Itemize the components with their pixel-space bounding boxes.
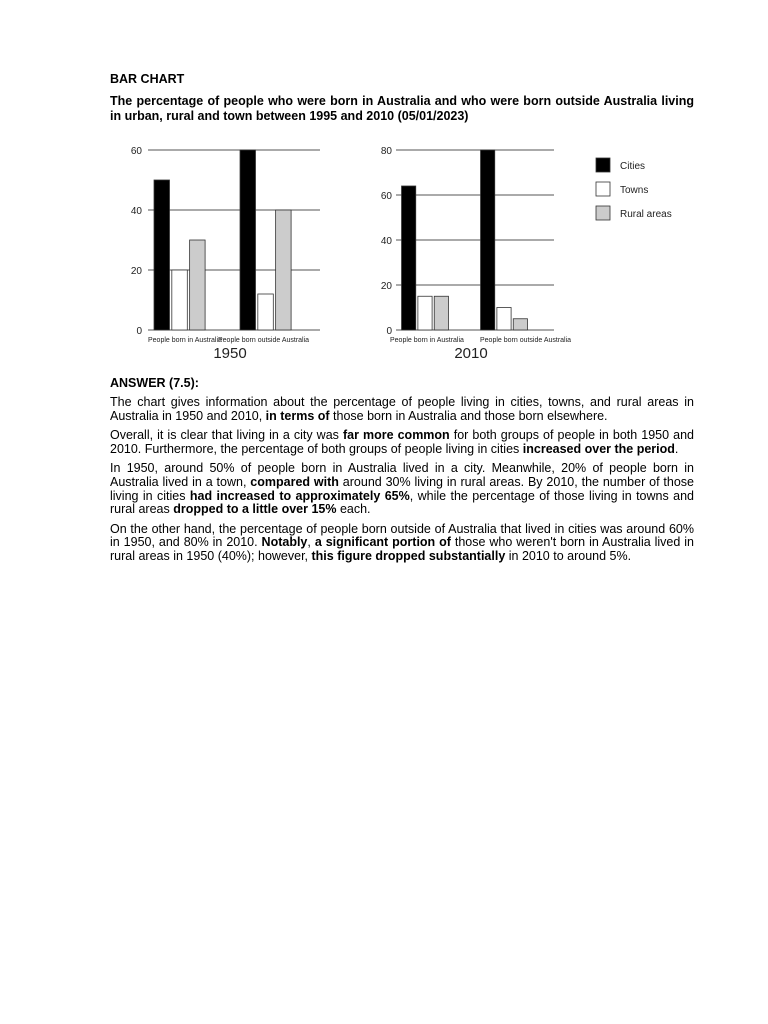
text-run: Overall, it is clear that living in a city was bbox=[110, 428, 343, 443]
bold-phrase: a significant portion of bbox=[314, 535, 451, 550]
text-run: in 2010 to around 5%. bbox=[505, 548, 632, 563]
bold-phrase: Notably bbox=[261, 535, 308, 550]
bar-towns bbox=[497, 308, 511, 331]
answer-body bbox=[110, 396, 694, 564]
chart-year-title: 2010 bbox=[454, 345, 488, 362]
text-run: around 30% living in rural areas. By 2010, the number of those living in cities bbox=[110, 474, 694, 503]
bold-phrase: far more common bbox=[342, 428, 450, 443]
bold-phrase: had increased to approximately 65% bbox=[189, 488, 410, 503]
document-page bbox=[110, 72, 694, 570]
legend-label: Towns bbox=[620, 185, 649, 196]
y-tick-label: 80 bbox=[380, 146, 392, 157]
y-tick-label: 60 bbox=[130, 146, 142, 157]
chart-description: The percentage of people who were born in Australia and who were born outside Australia living in urban, rural and town between 1995 and 2010 (05/01/2023) bbox=[110, 94, 694, 123]
answer-paragraph bbox=[110, 523, 694, 564]
bold-phrase: in terms of bbox=[265, 408, 330, 423]
answer-paragraph bbox=[110, 429, 694, 456]
legend-swatch bbox=[596, 182, 610, 196]
category-label: People born in Australia bbox=[390, 337, 464, 344]
bar-rural-areas bbox=[276, 210, 291, 330]
bar-towns bbox=[258, 294, 273, 330]
text-run: those who weren't born in Australia lived in rural areas in 1950 (40%); however, bbox=[110, 535, 695, 563]
bar-cities bbox=[240, 150, 255, 330]
category-label: People born outside Australia bbox=[480, 337, 572, 344]
bold-phrase: this figure dropped substantially bbox=[311, 548, 506, 563]
answer-paragraph bbox=[110, 462, 694, 516]
category-label: People born in Australia bbox=[148, 337, 222, 344]
answer-paragraph bbox=[110, 396, 694, 423]
text-run: In 1950, around 50% of people born in Australia lived in a city. Meanwhile, 20% of people born in Australia lived in a town, bbox=[110, 461, 694, 489]
y-tick-label: 20 bbox=[380, 281, 392, 292]
bar-towns bbox=[172, 270, 187, 330]
answer-heading: ANSWER (7.5): bbox=[110, 376, 199, 390]
y-tick-label: 0 bbox=[136, 326, 142, 337]
text-run: . bbox=[674, 441, 679, 456]
bar-towns bbox=[418, 296, 432, 330]
bar-chart bbox=[110, 134, 694, 366]
bar-rural-areas bbox=[434, 296, 448, 330]
chart-year-title: 1950 bbox=[213, 345, 247, 362]
legend-label: Rural areas bbox=[620, 209, 672, 220]
text-run: , bbox=[307, 535, 315, 550]
bar-rural-areas bbox=[190, 240, 205, 330]
text-run: The chart gives information about the percentage of people living in cities, towns, and rural areas in Australia in 1950 and 2010, bbox=[110, 395, 694, 423]
text-run: , while the percentage of those living in towns and rural areas bbox=[110, 488, 694, 517]
y-tick-label: 40 bbox=[380, 236, 392, 247]
y-tick-label: 20 bbox=[130, 266, 142, 277]
legend-swatch bbox=[596, 158, 610, 172]
document-heading: BAR CHART bbox=[110, 72, 185, 86]
legend-label: Cities bbox=[620, 161, 646, 172]
text-run: those born in Australia and those born elsewhere. bbox=[329, 408, 608, 423]
bar-rural-areas bbox=[513, 319, 527, 330]
bold-phrase: compared with bbox=[250, 474, 339, 489]
bar-cities bbox=[402, 186, 416, 330]
y-tick-label: 40 bbox=[130, 206, 142, 217]
bold-phrase: dropped to a little over 15% bbox=[173, 502, 337, 517]
category-label: People born outside Australia bbox=[218, 337, 310, 344]
text-run: On the other hand, the percentage of people born outside of Australia that lived in cities was around 60% in 1950, and 80% in 2010. bbox=[110, 521, 694, 550]
y-tick-label: 60 bbox=[380, 191, 392, 202]
bold-phrase: increased over the period bbox=[522, 441, 675, 456]
bar-cities bbox=[481, 150, 495, 330]
bar-cities bbox=[154, 180, 169, 330]
bar-chart-figure bbox=[110, 134, 694, 366]
text-run: for both groups of people in both 1950 and 2010. Furthermore, the percentage of both groups of people living in cities bbox=[110, 428, 694, 456]
legend-swatch bbox=[596, 206, 610, 220]
text-run: each. bbox=[336, 502, 371, 517]
y-tick-label: 0 bbox=[386, 326, 392, 337]
